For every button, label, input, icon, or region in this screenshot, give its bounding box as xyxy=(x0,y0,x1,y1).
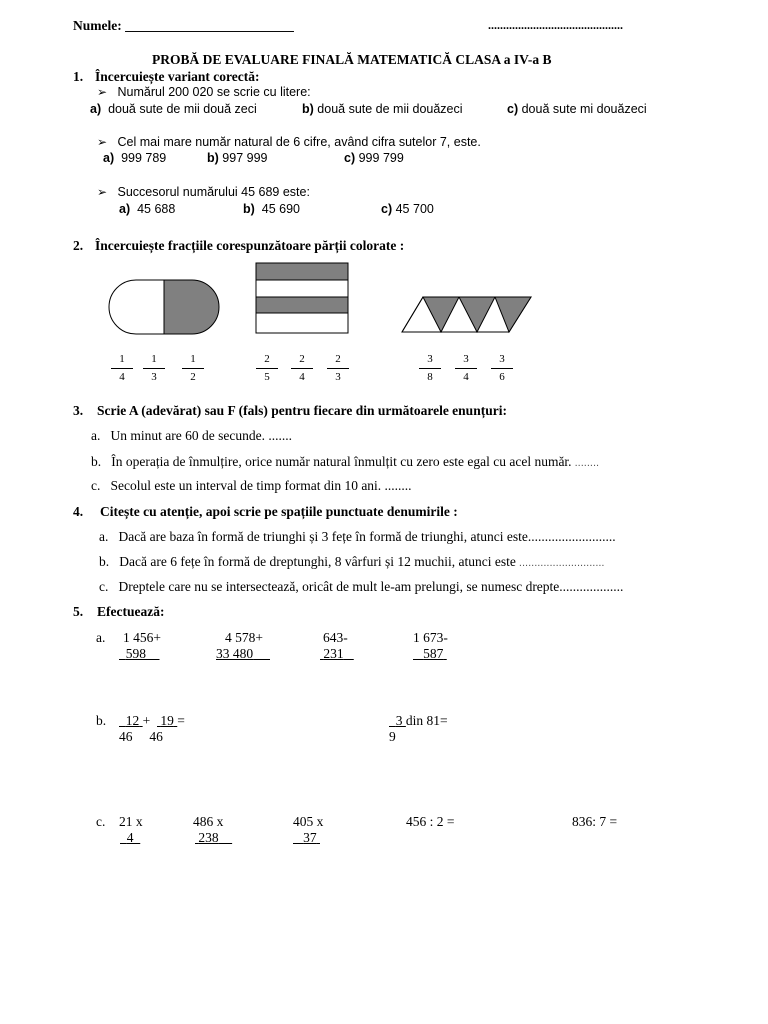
q4-item-a[interactable]: a. Dacă are baza în formă de triunghi și 3 fețe în formă de triunghi, atunci este.......................... xyxy=(99,529,616,544)
q3-number: 3. xyxy=(73,403,84,418)
q5c-letter: c. xyxy=(96,814,106,829)
q5a-op4-top: 1 673- xyxy=(413,630,448,645)
q5b-fraction-of: 3 din 81= xyxy=(395,713,448,728)
q5c-op1-bottom: 4 xyxy=(126,830,134,845)
q3-item-b[interactable]: b. În operația de înmulțire, orice număr natural înmulțit cu zero este egal cu acel număr. ........ xyxy=(91,454,600,469)
q1-number: 1. xyxy=(73,69,84,84)
q4-item-c[interactable]: c. Dreptele care nu se intersectează, oricât de mult le-am prelungi, se numesc drepte................... xyxy=(99,579,624,594)
q5-title: Efectuează: xyxy=(97,604,165,619)
fraction-option[interactable]: 1 2 xyxy=(182,354,204,383)
striped-rectangle-shape xyxy=(255,262,350,334)
fraction-option[interactable]: 2 4 xyxy=(291,354,313,383)
q5c-op1-top: 21 x xyxy=(119,814,143,829)
q1-item1-option-c[interactable]: c) două sute mi douăzeci xyxy=(507,102,647,116)
q1-item3-option-a[interactable]: a) 45 688 xyxy=(119,202,176,216)
q2-number: 2. xyxy=(73,238,84,253)
q5b-fraction-sum: 12 + 19 = xyxy=(125,713,185,728)
q1-title: Încercuiește variant corectă: xyxy=(95,69,260,84)
q3-title: Scrie A (adevărat) sau F (fals) pentru fiecare din următoarele enunțuri: xyxy=(97,403,507,418)
q1-item1-prompt: ➢ Numărul 200 020 se scrie cu litere: xyxy=(97,85,311,99)
q5a-letter: a. xyxy=(96,630,106,645)
q5c-op3-bottom: 37 xyxy=(303,830,317,845)
q5b-letter: b. xyxy=(96,713,107,728)
q4-item-b[interactable]: b. Dacă are 6 fețe în formă de dreptunghi, 8 vârfuri și 12 muchii, atunci este ............................ xyxy=(99,554,605,569)
q2-title: Încercuiește fracțiile corespunzătoare părții colorate : xyxy=(95,238,405,253)
fraction-option[interactable]: 2 5 xyxy=(256,354,278,383)
q4-number: 4. xyxy=(73,504,84,519)
q5b-denominators: 46 46 xyxy=(119,729,163,744)
q1-item2-option-c[interactable]: c) 999 799 xyxy=(344,151,404,165)
fraction-option[interactable]: 3 4 xyxy=(455,354,477,383)
q1-item1-option-b[interactable]: b) două sute de mii douăzeci xyxy=(302,102,463,116)
q5a-op3-bottom: 231 xyxy=(323,646,344,661)
q1-item3-option-b[interactable]: b) 45 690 xyxy=(243,202,300,216)
q3-item-a[interactable]: a. Un minut are 60 de secunde. ....... xyxy=(91,428,292,443)
q5a-op1-bottom: 598 xyxy=(125,646,146,661)
capsule-shaded-half xyxy=(164,280,219,334)
fraction-option[interactable]: 1 3 xyxy=(143,354,165,383)
name-label: Numele: _________________________ xyxy=(73,18,294,33)
triangle-strip-shape xyxy=(401,296,535,334)
fraction-option[interactable]: 1 4 xyxy=(111,354,133,383)
stripe-shaded-1 xyxy=(256,263,348,280)
arrow-bullet-icon: ➢ xyxy=(97,185,108,199)
q5a-op4-bottom: 587 xyxy=(423,646,444,661)
q4-title: Citește cu atenție, apoi scrie pe spațiile punctuate denumirile : xyxy=(100,504,458,519)
q1-item1-option-a[interactable]: a) două sute de mii două zeci xyxy=(90,102,257,116)
arrow-bullet-icon: ➢ xyxy=(97,135,108,149)
q5c-division-1: 456 : 2 = xyxy=(406,814,455,829)
q1-item2-option-b[interactable]: b) 997 999 xyxy=(207,151,268,165)
name-blank[interactable]: _________________________ xyxy=(125,18,294,33)
fraction-option[interactable]: 2 3 xyxy=(327,354,349,383)
q5a-op2-bottom: 33 480 xyxy=(216,646,254,661)
q5a-op1-top: 1 456+ xyxy=(123,630,161,645)
q5a-op2-top: 4 578+ xyxy=(225,630,263,645)
q5b-fraction-of-den: 9 xyxy=(389,729,396,744)
q1-item3-prompt: ➢ Succesorul numărului 45 689 este: xyxy=(97,185,310,199)
q1-item2-option-a[interactable]: a) 999 789 xyxy=(103,151,167,165)
q1-item2-prompt: ➢ Cel mai mare număr natural de 6 cifre, având cifra sutelor 7, este. xyxy=(97,135,481,149)
q5c-division-2: 836: 7 = xyxy=(572,814,618,829)
fraction-option[interactable]: 3 8 xyxy=(419,354,441,383)
q1-item3-option-c[interactable]: c) 45 700 xyxy=(381,202,434,216)
q5c-op2-bottom: 238 xyxy=(198,830,219,845)
stripe-shaded-2 xyxy=(256,297,348,313)
arrow-bullet-icon: ➢ xyxy=(97,85,108,99)
q5c-op2-top: 486 x xyxy=(193,814,224,829)
q3-item-c[interactable]: c. Secolul este un interval de timp format din 10 ani. ........ xyxy=(91,478,412,493)
class-blank[interactable]: ............................................. xyxy=(488,18,623,32)
fraction-option[interactable]: 3 6 xyxy=(491,354,513,383)
q5a-op3-top: 643- xyxy=(323,630,348,645)
page-title: PROBĂ DE EVALUARE FINALĂ MATEMATICĂ CLASA a IV-a B xyxy=(152,52,552,67)
q5c-op3-top: 405 x xyxy=(293,814,324,829)
capsule-shape xyxy=(108,279,222,335)
q5-number: 5. xyxy=(73,604,84,619)
